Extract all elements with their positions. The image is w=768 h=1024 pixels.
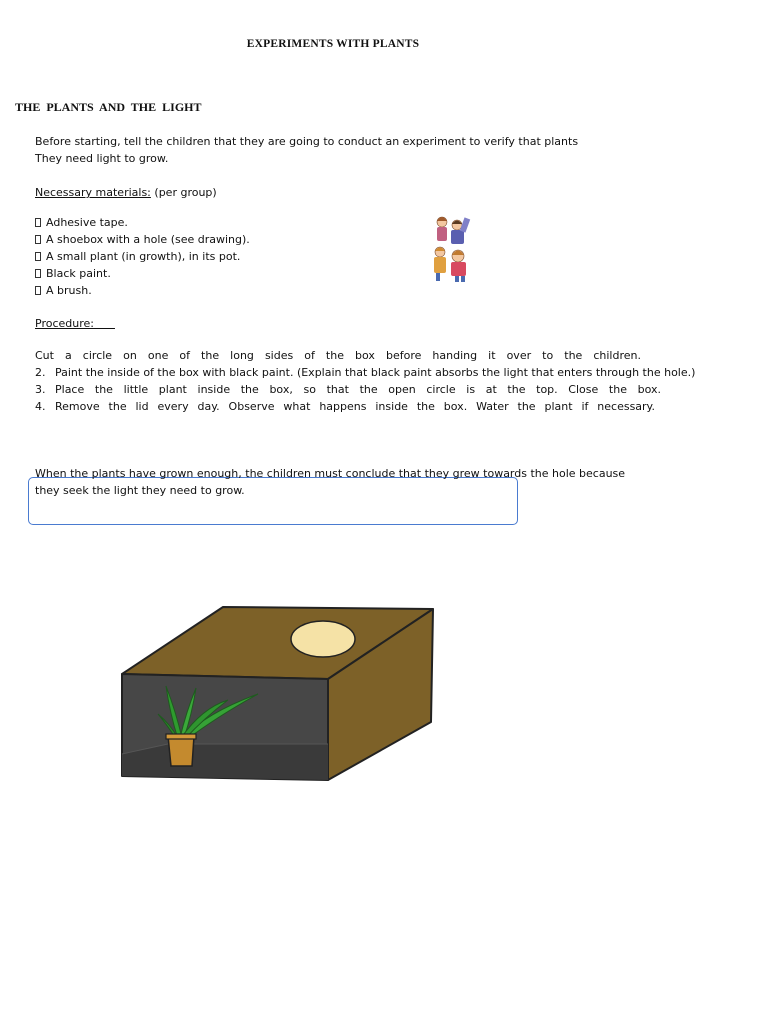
materials-list [35,214,250,299]
procedure-heading-label: Procedure: [35,317,94,330]
document-title: EXPERIMENTS WITH PLANTS [246,38,420,50]
materials-heading-note: (per group) [150,186,217,199]
step-2: 2. Paint the inside of the box with black paint. (Explain that black paint absorbs the light that enters through the hole.) [35,366,696,379]
conclusion-paragraph [35,465,635,499]
intro-line-1: Before starting, tell the children that they are going to conduct an experiment to verify that plants [35,135,579,148]
procedure-heading [35,315,115,332]
list-item: A small plant (in growth), in its pot. [35,248,250,265]
bullet-icon [35,235,41,244]
step-4: 4. Remove the lid every day. Observe what happens inside the box. Water the plant if necessary. [35,400,655,413]
conclusion-line-1: When the plants have grown enough, the children must conclude that they grew towards the hole because [35,467,626,480]
list-item: A shoebox with a hole (see drawing). [35,231,250,248]
box-hole [291,621,355,657]
bullet-icon [35,252,41,261]
list-item: Black paint. [35,265,250,282]
shoebox-drawing [118,604,443,784]
children-illustration [428,212,472,284]
intro-paragraph [35,133,635,167]
step-3: 3. Place the little plant inside the box, so that the open circle is at the top. Close the box. [35,383,661,396]
materials-heading [35,184,217,201]
section-title: THE PLANTS AND THE LIGHT [15,100,202,114]
intro-line-2: They need light to grow. [35,152,169,165]
materials-heading-label: Necessary materials: [35,186,151,199]
list-item: A brush. [35,282,250,299]
step-1: Cut a circle on one of the long sides of the box before handing it over to the children. [35,349,641,362]
list-item: Adhesive tape. [35,214,250,231]
procedure-steps [35,347,768,415]
bullet-icon [35,286,41,295]
conclusion-line-2: they seek the light they need to grow. [35,484,245,497]
pot-icon [168,736,194,766]
bullet-icon [35,218,41,227]
bullet-icon [35,269,41,278]
